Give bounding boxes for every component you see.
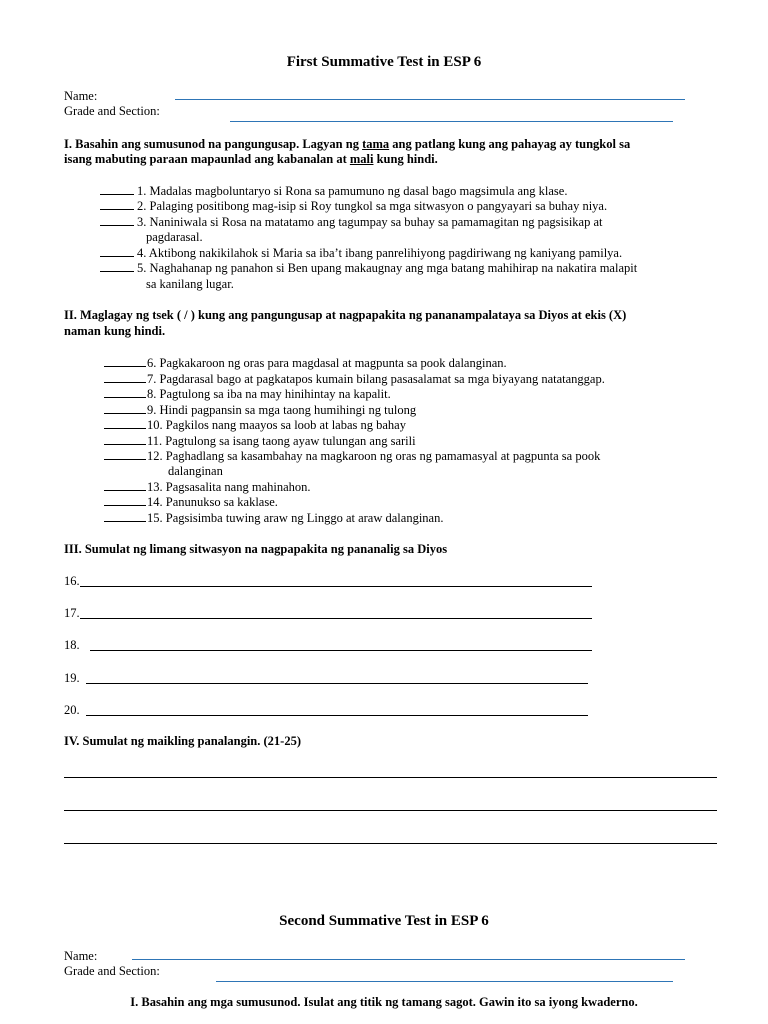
answer-blank[interactable] [100, 245, 134, 257]
list-item [100, 198, 607, 214]
item-text: 1. Madalas magboluntaryo si Rona sa pamumuno ng dasal bago magsimula ang klase. [137, 184, 568, 198]
grade-section-field-line[interactable] [216, 981, 673, 982]
list-item [104, 386, 391, 402]
item-text: 9. Hindi pagpansin sa mga taong humihingi ng tulong [147, 403, 417, 417]
list-item [104, 510, 443, 526]
grade-section-field-line[interactable] [230, 121, 673, 122]
part1-instr-text: I. Basahin ang sumusunod na pangungusap. Lagyan ng [64, 137, 363, 151]
answer-blank[interactable] [100, 183, 134, 195]
item-text: 11. Pagtulong sa isang taong ayaw tulungan ang sarili [147, 434, 416, 448]
answer-line[interactable] [64, 777, 717, 778]
answer-line[interactable] [64, 810, 717, 811]
grade-section-label: Grade and Section: [64, 104, 160, 118]
item-text: 15. Pagsisimba tuwing araw ng Linggo at araw dalanginan. [147, 511, 444, 525]
item-text: 13. Pagsasalita nang mahinahon. [147, 480, 311, 494]
page-title: First Summative Test in ESP 6 [286, 54, 482, 70]
answer-line[interactable] [64, 843, 717, 844]
answer-line[interactable] [86, 683, 588, 684]
answer-number: 17. [64, 606, 80, 620]
answer-line[interactable] [80, 586, 592, 587]
answer-blank[interactable] [100, 198, 134, 210]
answer-blank[interactable] [104, 402, 146, 414]
item-text: 2. Palaging positibong mag-isip si Roy tungkol sa mga sitwasyon o pangyayari sa buhay niya. [137, 199, 608, 213]
answer-blank[interactable] [104, 433, 146, 445]
tama-word: tama [362, 137, 390, 151]
list-item [104, 355, 507, 371]
part2-instruction-line1: II. Maglagay ng tsek ( / ) kung ang pangungusap at nagpapakita ng pananampalataya sa Diyos at ekis (X) [64, 308, 627, 322]
part3-instruction: III. Sumulat ng limang sitwasyon na nagpapakita ng pananalig sa Diyos [64, 542, 448, 556]
answer-number: 18. [64, 638, 80, 652]
part1-instr-text: ang patlang kung ang pahayag ay tungkol sa [389, 137, 631, 151]
item-text: 10. Pagkilos nang maayos sa loob at labas ng bahay [147, 418, 406, 432]
item-text: 5. Naghahanap ng panahon si Ben upang makaugnay ang mga batang mahihirap na nakatira malapit [137, 261, 638, 275]
list-item [100, 214, 603, 230]
name-label: Name: [64, 949, 98, 963]
grade-section-label: Grade and Section: [64, 964, 160, 978]
item-text: 14. Panunukso sa kaklase. [147, 495, 278, 509]
part1-instruction-line1 [64, 136, 630, 152]
list-item [104, 417, 406, 433]
answer-blank[interactable] [104, 417, 146, 429]
list-item [100, 183, 567, 199]
answer-blank[interactable] [104, 494, 146, 506]
mali-word: mali [349, 152, 374, 166]
item-text: 3. Naniniwala si Rosa na matatamo ang tagumpay sa buhay sa pamamagitan ng pagsisikap at [137, 215, 603, 229]
list-item [104, 479, 311, 495]
answer-number: 16. [64, 574, 80, 588]
answer-number: 20. [64, 703, 80, 717]
item-text: 7. Pagdarasal bago at pagkatapos kumain bilang pasasalamat sa mga biyayang natatanggap. [147, 372, 605, 386]
name-label: Name: [64, 89, 98, 103]
list-item [104, 448, 600, 464]
answer-line[interactable] [86, 715, 588, 716]
part1-instr-text: kung hindi. [373, 152, 438, 166]
item-continuation: dalanginan [168, 464, 223, 478]
list-item [100, 260, 637, 276]
answer-blank[interactable] [100, 214, 134, 226]
item-continuation: pagdarasal. [146, 230, 203, 244]
page-title: Second Summative Test in ESP 6 [279, 913, 489, 929]
list-item [100, 245, 622, 261]
answer-blank[interactable] [100, 260, 134, 272]
list-item [104, 402, 416, 418]
answer-line[interactable] [90, 650, 592, 651]
answer-blank[interactable] [104, 510, 146, 522]
item-continuation: sa kanilang lugar. [146, 277, 234, 291]
item-text: 12. Paghadlang sa kasambahay na magkaroon ng oras ng pamamasyal at pagpunta sa pook [147, 449, 601, 463]
test2-instruction: I. Basahin ang mga sumusunod. Isulat ang titik ng tamang sagot. Gawin ito sa iyong kwaderno. [130, 995, 638, 1009]
answer-blank[interactable] [104, 386, 146, 398]
part1-instr-text: isang mabuting paraan mapaunlad ang kabanalan at [64, 152, 350, 166]
answer-line[interactable] [80, 618, 592, 619]
answer-blank[interactable] [104, 479, 146, 491]
item-text: 4. Aktibong nakikilahok si Maria sa iba’t ibang panrelihiyong pagdiriwang ng kaniyang pamilya. [137, 246, 623, 260]
answer-blank[interactable] [104, 371, 146, 383]
list-item [104, 371, 605, 387]
answer-number: 19. [64, 671, 80, 685]
name-field-line[interactable] [132, 959, 685, 960]
answer-blank[interactable] [104, 448, 146, 460]
name-field-line[interactable] [175, 99, 685, 100]
answer-blank[interactable] [104, 355, 146, 367]
list-item [104, 494, 278, 510]
item-text: 8. Pagtulong sa iba na may hinihintay na kapalit. [147, 387, 391, 401]
part1-instruction-line2 [64, 151, 438, 167]
item-text: 6. Pagkakaroon ng oras para magdasal at magpunta sa pook dalanginan. [147, 356, 507, 370]
list-item [104, 433, 416, 449]
part2-instruction-line2: naman kung hindi. [64, 324, 166, 338]
part4-instruction: IV. Sumulat ng maikling panalangin. (21-25) [64, 734, 301, 748]
